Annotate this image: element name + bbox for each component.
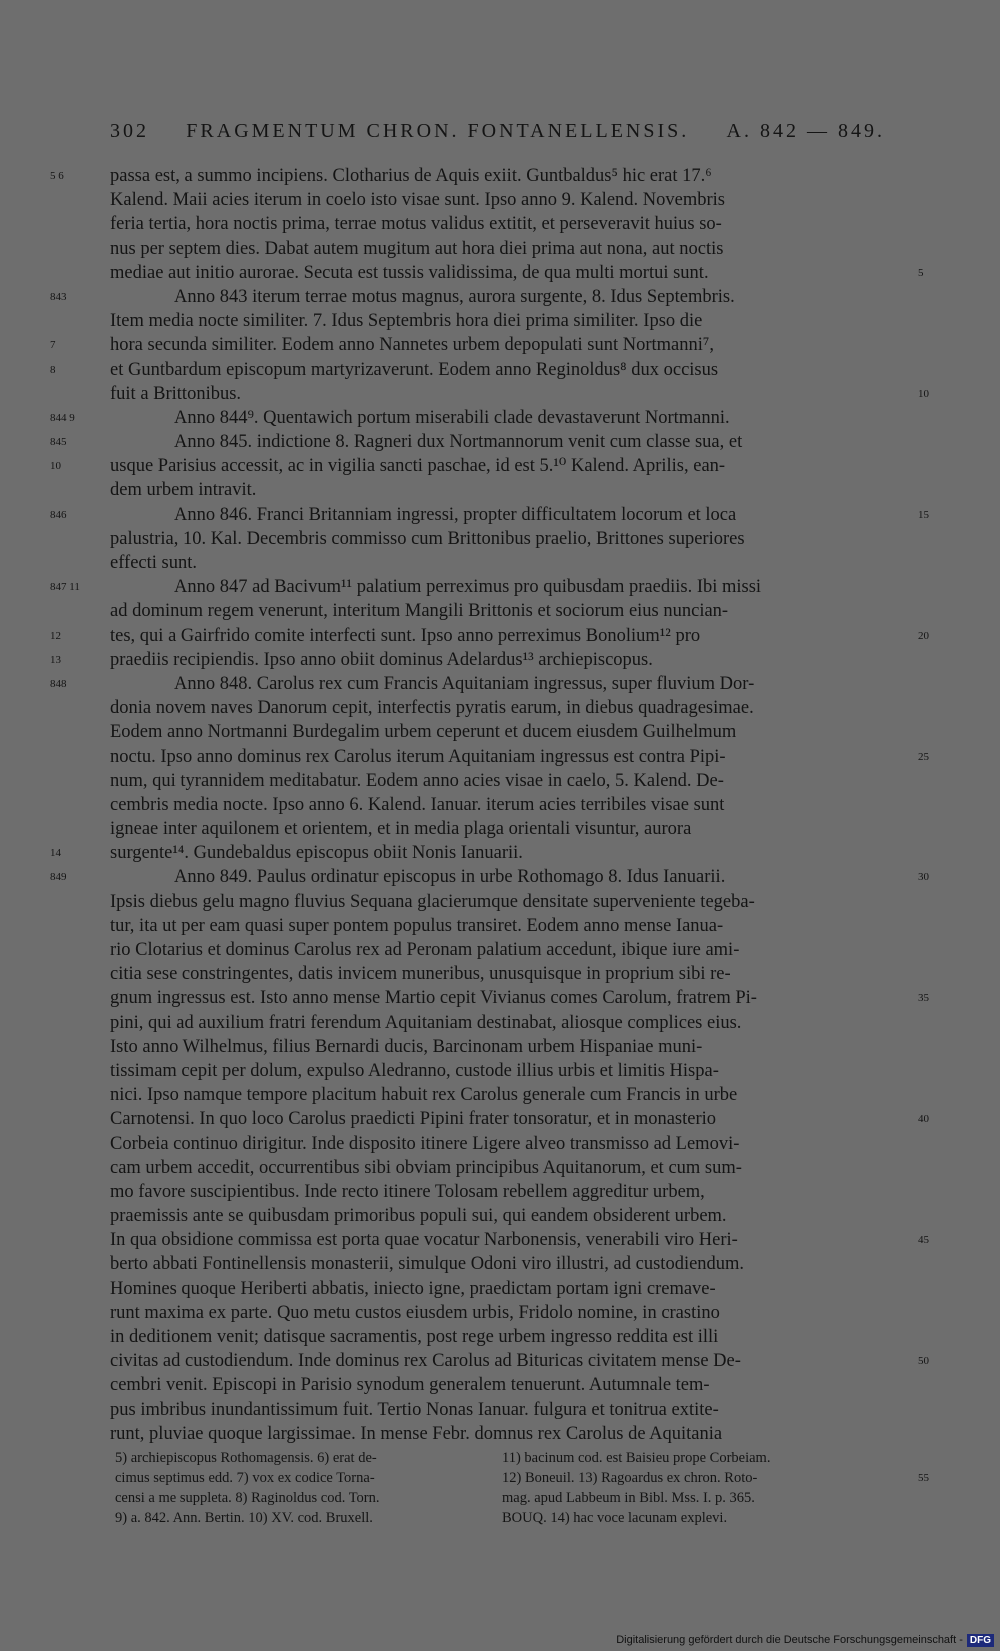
line-text: donia novem naves Danorum cepit, interfectis pyratis earum, in diebus quadragesimae. xyxy=(110,698,754,719)
line-text: In qua obsidione commissa est porta quae vocatur Narbonensis, venerabili viro Heri- xyxy=(110,1230,738,1251)
left-margin-note: 5 6 xyxy=(50,170,64,182)
line-text: usque Parisius accessit, ac in vigilia sancti paschae, id est 5.¹⁰ Kalend. Aprilis, ean- xyxy=(110,456,726,477)
text-line xyxy=(110,1156,910,1180)
text-line xyxy=(110,986,929,1010)
left-margin-note: 8 xyxy=(50,363,56,376)
year-range: A. 842 — 849. xyxy=(726,120,885,142)
line-text: dem urbem intravit. xyxy=(110,480,257,501)
footnote-line: mag. apud Labbeum in Bibl. Mss. I. p. 365. xyxy=(502,1490,755,1506)
line-text: pini, qui ad auxilium fratri ferendum Aquitaniam destinabat, aliosque complices eius. xyxy=(110,1012,742,1033)
line-text: pus imbribus inundantissimum fuit. Tertio Nonas Ianuar. fulgura et tonitrua extite- xyxy=(110,1399,719,1420)
text-line xyxy=(50,575,910,599)
text-line xyxy=(110,212,910,236)
line-text: mediae aut initio aurorae. Secuta est tussis validissima, de qua multi mortui sunt. xyxy=(110,262,709,283)
line-text: Anno 843 iterum terrae motus magnus, aurora surgente, 8. Idus Septembris. xyxy=(174,286,735,307)
text-line xyxy=(110,309,910,333)
text-line xyxy=(110,696,910,720)
text-line xyxy=(50,648,910,672)
page-number: 302 xyxy=(110,120,149,142)
text-line xyxy=(110,1035,910,1059)
line-text: et Guntbardum episcopum martyrizaverunt. Eodem anno Reginoldus⁸ dux occisus xyxy=(110,359,719,380)
line-text: berto abbati Fontinellensis monasterii, simulque Odoni viro illustri, ad custodiendum. xyxy=(110,1254,745,1275)
line-text: nus per septem dies. Dabat autem mugitum aut hora diei prima aut nona, aut noctis xyxy=(110,238,724,259)
text-line xyxy=(110,478,910,502)
right-margin-number: 30 xyxy=(918,871,929,884)
left-margin-note: 849 xyxy=(50,871,67,884)
text-line xyxy=(110,382,929,406)
line-text: civitas ad custodiendum. Inde dominus rex Carolus ad Bituricas civitatem mense De- xyxy=(110,1351,741,1372)
text-line xyxy=(50,285,910,309)
left-margin-note: 7 xyxy=(50,339,56,352)
line-text: Corbeia continuo dirigitur. Inde disposito itinere Ligere alveo transmisso ad Lemovi- xyxy=(110,1133,740,1154)
text-line xyxy=(50,865,929,889)
text-line xyxy=(50,841,910,865)
line-text: praediis recipiendis. Ipso anno obiit dominus Adelardus¹³ archiepiscopus. xyxy=(110,649,653,670)
line-text: in deditionem venit; datisque sacramentis, post rege urbem ingresso reddita est illi xyxy=(110,1327,719,1347)
footnote-line: BOUQ. 14) hac voce lacunam explevi. xyxy=(502,1510,728,1526)
left-margin-note: 14 xyxy=(50,847,61,860)
text-line xyxy=(50,672,910,696)
text-line xyxy=(110,1398,910,1422)
line-text: Anno 846. Franci Britanniam ingressi, propter difficultatem locorum et loca xyxy=(174,504,737,525)
text-line xyxy=(110,1204,910,1228)
line-text: runt, pluviae quoque largissimae. In mense Febr. domnus rex Carolus de Aquitania xyxy=(110,1423,723,1444)
text-line xyxy=(110,237,910,261)
text-line xyxy=(50,624,929,648)
line-text: Ipsis diebus gelu magno fluvius Sequana glacierumque densitate superveniente tegeba- xyxy=(110,891,755,912)
text-line xyxy=(110,769,910,793)
line-text: rio Clotarius et dominus Carolus rex ad Peronam palatium accedunt, ibique iure ami- xyxy=(110,940,740,960)
left-margin-note: 12 xyxy=(50,629,61,642)
footnotes-right xyxy=(502,1448,770,1528)
text-line xyxy=(110,720,910,744)
right-margin-number: 50 xyxy=(918,1355,929,1368)
line-text: num, qui tyrannidem meditabatur. Eodem anno acies visae in caelo, 5. Kalend. De- xyxy=(110,770,724,791)
line-text: runt maxima ex parte. Quo metu custos eiusdem urbis, Fridolo nomine, in crastino xyxy=(110,1302,720,1323)
line-text: effecti sunt. xyxy=(110,553,197,573)
line-text: hora secunda similiter. Eodem anno Nannetes urbem depopulati sunt Nortmanni⁷, xyxy=(110,335,714,356)
text-line xyxy=(110,551,910,575)
line-text: cembris media nocte. Ipso anno 6. Kalend. Ianuar. iterum acies terribiles visae sunt xyxy=(110,794,725,815)
right-margin-number: 15 xyxy=(918,508,929,521)
line-text: tes, qui a Gairfrido comite interfecti sunt. Ipso anno perreximus Bonolium¹² pro xyxy=(110,625,701,646)
digitization-credit xyxy=(530,1629,1000,1651)
left-margin-note: 845 xyxy=(50,436,67,449)
right-margin-number: 20 xyxy=(918,629,929,642)
line-text: passa est, a summo incipiens. Clotharius de Aquis exiit. Guntbaldus⁵ hic erat 17.⁶ xyxy=(110,166,712,186)
line-text: citia sese constringentes, datis invicem muneribus, unusquisque in proprium sibi re- xyxy=(110,964,731,985)
line-text: Homines quoque Heriberti abbatis, iniecto igne, praedictam portam igni cremave- xyxy=(110,1278,716,1299)
text-line xyxy=(110,938,910,962)
text-line xyxy=(110,1011,910,1035)
left-margin-note: 10 xyxy=(50,460,61,473)
line-text: Anno 849. Paulus ordinatur episcopus in urbe Rothomago 8. Idus Ianuarii. xyxy=(174,867,726,888)
line-text: Eodem anno Nortmanni Burdegalim urbem ceperunt et ducem eiusdem Guilhelmum xyxy=(110,722,737,743)
line-text: Carnotensi. In quo loco Carolus praedicti Pipini frater tonsoratur, et in monasterio xyxy=(110,1109,717,1130)
line-text: tur, ita ut per eam quasi super pontem populus transiret. Eodem anno mense Ianua- xyxy=(110,915,724,936)
footnote-line: cimus septimus edd. 7) vox ex codice Torna- xyxy=(115,1470,375,1486)
text-line xyxy=(110,1422,910,1446)
right-margin-number: 35 xyxy=(918,992,929,1005)
text-line xyxy=(110,1228,929,1252)
text-line xyxy=(110,1107,929,1131)
text-line xyxy=(110,793,910,817)
right-margin-number: 5 xyxy=(918,266,924,279)
right-margin-number: 45 xyxy=(918,1234,929,1247)
footnotes-left xyxy=(115,1448,380,1528)
text-line xyxy=(110,1059,910,1083)
line-text: ad dominum regem venerunt, interitum Mangili Brittonis et sociorum eius nuncian- xyxy=(110,601,729,622)
line-text: Kalend. Maii acies iterum in coelo isto visae sunt. Ipso anno 9. Kalend. Novembris xyxy=(110,190,725,211)
line-text: tissimam cepit per dolum, expulso Aledranno, custode illius urbis et limitis Hispa- xyxy=(110,1060,719,1081)
text-line xyxy=(110,1325,910,1349)
footnote-line: censi a me suppleta. 8) Raginoldus cod. Torn. xyxy=(115,1490,380,1506)
text-line xyxy=(110,1373,910,1397)
text-line xyxy=(110,599,910,623)
line-text: feria tertia, hora noctis prima, terrae motus validus extitit, et perseveravit huius so- xyxy=(110,214,722,235)
line-text: cam urbem accedit, occurrentibus sibi obviam principibus Aquitanorum, et cum sum- xyxy=(110,1157,742,1178)
page-header xyxy=(110,120,885,143)
chronicle-text xyxy=(50,164,929,1446)
line-text: fuit a Brittonibus. xyxy=(110,383,242,404)
line-text: Item media nocte similiter. 7. Idus Septembris hora diei prima similiter. Ipso die xyxy=(110,311,703,332)
line-text: nici. Ipso namque tempore placitum habuit rex Carolus generale cum Francis in urbe xyxy=(110,1085,738,1106)
text-line xyxy=(110,1180,910,1204)
right-margin-number: 10 xyxy=(918,387,929,400)
dfg-logo: DFG xyxy=(967,1634,994,1647)
left-margin-note: 847 11 xyxy=(50,581,80,594)
line-text: palustria, 10. Kal. Decembris commisso cum Brittonibus praelio, Brittones superiores xyxy=(110,528,745,549)
line-text: Anno 848. Carolus rex cum Francis Aquitaniam ingressus, super fluvium Dor- xyxy=(174,673,755,694)
left-margin-note: 846 xyxy=(50,508,67,521)
line-text: Anno 847 ad Bacivum¹¹ palatium perreximus pro quibusdam praediis. Ibi missi xyxy=(174,577,762,598)
text-line xyxy=(110,527,910,551)
right-margin-number: 25 xyxy=(918,750,929,763)
footnote-margin-number: 55 xyxy=(918,1472,929,1484)
text-line xyxy=(110,261,924,285)
left-margin-note: 13 xyxy=(50,653,61,666)
text-line xyxy=(50,164,910,188)
text-line xyxy=(110,962,910,986)
text-line xyxy=(50,430,910,454)
text-line xyxy=(110,1083,910,1107)
left-margin-note: 844 9 xyxy=(50,411,75,424)
text-line xyxy=(110,1349,929,1373)
credit-text: Digitalisierung gefördert durch die Deutsche Forschungsgemeinschaft - xyxy=(616,1634,963,1646)
line-text: noctu. Ipso anno dominus rex Carolus iterum Aquitaniam ingressus est contra Pipi- xyxy=(110,746,726,767)
text-line xyxy=(50,358,910,382)
text-line xyxy=(110,188,910,212)
text-line xyxy=(50,406,910,430)
text-line xyxy=(110,1277,910,1301)
running-title: FRAGMENTUM CHRON. FONTANELLENSIS. xyxy=(186,120,690,142)
footnote-line: 12) Boneuil. 13) Ragoardus ex chron. Roto- xyxy=(502,1470,758,1486)
line-text: Isto anno Wilhelmus, filius Bernardi ducis, Barcinonam urbem Hispaniae muni- xyxy=(110,1036,703,1057)
line-text: surgente¹⁴. Gundebaldus episcopus obiit Nonis Ianuarii. xyxy=(110,843,523,864)
line-text: gnum ingressus est. Isto anno mense Martio cepit Vivianus comes Carolum, fratrem Pi- xyxy=(110,988,757,1009)
left-margin-note: 848 xyxy=(50,677,67,690)
line-text: praemissis ante se quibusdam primoribus populi sui, qui eandem obsiderent urbem. xyxy=(110,1206,727,1227)
right-margin-number: 40 xyxy=(918,1113,929,1126)
text-line xyxy=(110,745,929,769)
text-line xyxy=(110,1132,910,1156)
line-text: Anno 844⁹. Quentawich portum miserabili clade devastaverunt Nortmanni. xyxy=(174,407,730,428)
line-text: mo favore suscipientibus. Inde recto itinere Tolosam rebellem aggreditur urbem, xyxy=(110,1181,705,1202)
text-line xyxy=(110,914,910,938)
line-text: Anno 845. indictione 8. Ragneri dux Nortmannorum venit cum classe sua, et xyxy=(174,432,743,453)
line-text: cembri venit. Episcopi in Parisio synodum generalem tenuerunt. Autumnale tem- xyxy=(110,1375,710,1396)
footnote-line: 11) bacinum cod. est Baisieu prope Corbeiam. xyxy=(502,1450,771,1466)
text-line xyxy=(110,890,910,914)
text-line xyxy=(50,333,910,357)
footnote-line: 5) archiepiscopus Rothomagensis. 6) erat de- xyxy=(115,1450,377,1466)
text-line xyxy=(50,454,910,478)
line-text: igneae inter aquilonem et orientem, et in media plaga orientali visuntur, aurora xyxy=(110,819,692,840)
text-line xyxy=(110,1301,910,1325)
text-line xyxy=(50,503,929,527)
footnote-line: 9) a. 842. Ann. Bertin. 10) XV. cod. Bruxell. xyxy=(115,1510,373,1526)
text-line xyxy=(110,817,910,841)
text-line xyxy=(110,1252,910,1276)
left-margin-note: 843 xyxy=(50,290,67,303)
